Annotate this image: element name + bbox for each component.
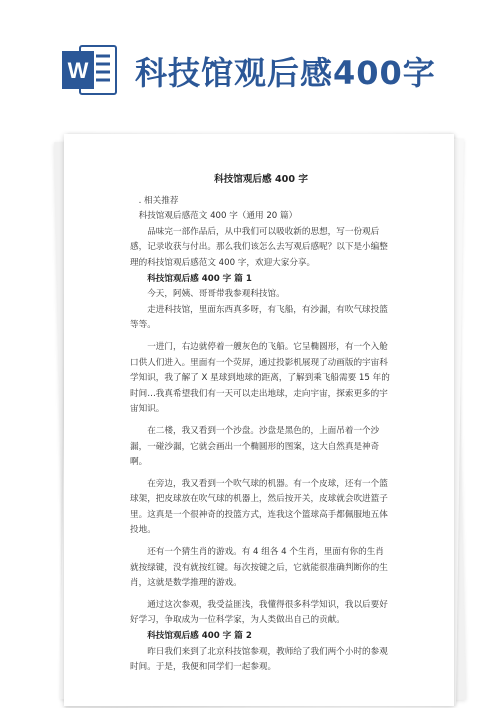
section-heading-1: 科技馆观后感 400 字 篇 1 [147,273,252,284]
related-label: . 相关推荐 [138,195,179,206]
section-heading-2: 科技馆观后感 400 字 篇 2 [147,631,252,642]
banner-title: 科技馆观后感400字 [135,54,436,92]
paragraph: 一进门，右边就停着一艘灰色的飞船。它呈椭圆形，有一个入舱口供人们进入。里面有一个荧屏，通过投影机展现了动画版的宇宙科学知识，我了解了 X 星球到地球的距离，了解到乘飞船需要 15 年的时间…我真希望我们有一天可以走出地球，走向宇宙，探索更多的宇宙知识。 [130,341,390,415]
paragraph: 通过这次参观，我受益匪浅，我懂得很多科学知识，我以后要好好学习，争取成为一位科学家，为人类做出自己的贡献。 [130,599,388,626]
paragraph: 在旁边，我又看到一个吹气球的机器。有一个皮球，还有一个篮球架，把皮球放在吹气球的机器上，然后按开关，皮球就会吹进篮子里。这真是一个很神奇的投篮方式，连我这个篮球高手都佩服地五体投地。 [130,478,388,536]
word-logo-letter: W [67,58,89,83]
paragraph: 昨日我们来到了北京科技馆参观，教师给了我们两个小时的参观时间。于是，我便和同学们一起参观。 [130,646,388,673]
document-title: 科技馆观后感 400 字 [214,174,308,185]
paragraph: 在二楼，我又看到一个沙盘。沙盘是黑色的，上面吊着一个沙漏，一碰沙漏，它就会画出一个椭圆形的图案，这大自然真是神奇啊。 [130,425,380,468]
related-item: 科技馆观后感范文 400 字（通用 20 篇） [138,211,298,222]
banner [0,0,500,120]
intro-paragraph: 品味完一部作品后，从中我们可以吸收新的思想，写一份观后感，记录收获与付出。那么我们该怎么去写观后感呢？以下是小编整理的科技馆观后感范文 400 字，欢迎大家分享。 [130,226,388,268]
paragraph: 还有一个猜生肖的游戏。有 4 组各 4 个生肖，里面有你的生肖就按绿键，没有就按红键。每次按键之后，它就能很准确判断你的生肖，这就是数学推理的游戏。 [130,547,388,589]
paragraph: 今天，阿姨、哥哥带我参观科技馆。 [147,289,285,300]
paragraph: 走进科技馆，里面东西真多呀，有飞船，有沙漏，有吹气球投篮等等。 [130,304,388,331]
word-document-icon [60,40,120,100]
document-body [130,172,392,676]
